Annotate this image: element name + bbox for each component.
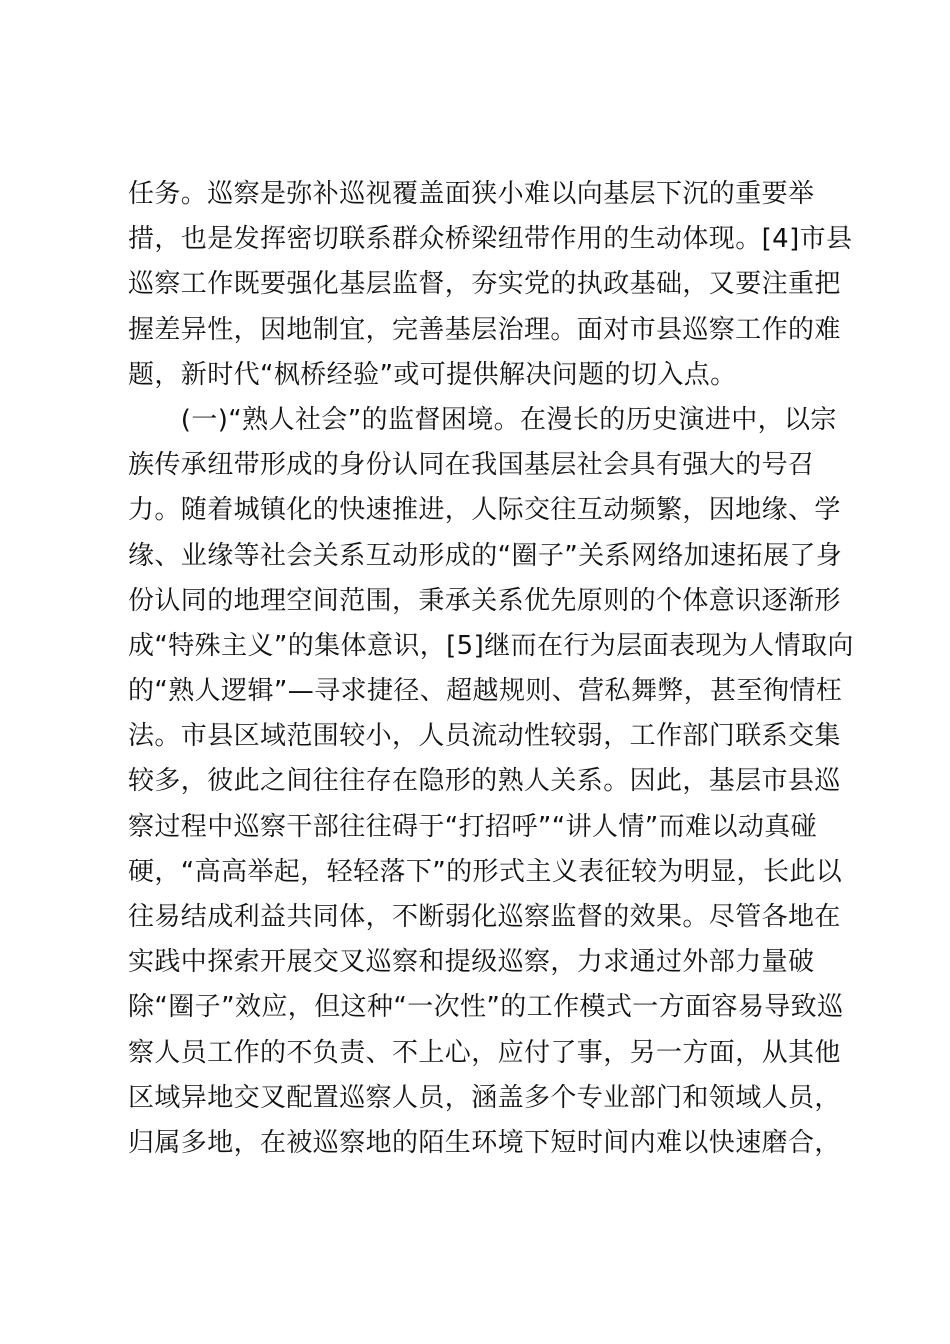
text-line: 份认同的地理空间范围，秉承关系优先原则的个体意识逐渐形 — [128, 585, 841, 616]
text-line: 题，新时代“枫桥经验”或可提供解决问题的切入点。 — [128, 359, 737, 390]
text-line: 察人员工作的不负责、不上心，应付了事，另一方面，从其他 — [128, 1037, 841, 1068]
body-text — [128, 172, 854, 1166]
text-line: 除“圈子”效应，但这种“一次性”的工作模式一方面容易导致巡 — [128, 992, 844, 1023]
paragraph-start-line: (一)“熟人社会”的监督困境。在漫长的历史演进中，以宗 — [128, 404, 837, 435]
text-line: 巡察工作既要强化基层监督，夯实党的执政基础，又要注重把 — [128, 269, 841, 300]
text-line: 成“特殊主义”的集体意识，[5]继而在行为层面表现为人情取向 — [128, 630, 854, 661]
text-line: 力。随着城镇化的快速推进，人际交往互动频繁，因地缘、学 — [128, 495, 841, 526]
text-line: 区域异地交叉配置巡察人员，涵盖多个专业部门和领域人员， — [128, 1082, 841, 1113]
text-line: 措，也是发挥密切联系群众桥梁纽带作用的生动体现。[4]市县 — [128, 224, 853, 255]
text-line: 的“熟人逻辑”—寻求捷径、超越规则、营私舞弊，甚至徇情枉 — [128, 676, 843, 707]
text-line: 法。市县区域范围较小，人员流动性较弱，工作部门联系交集 — [128, 721, 841, 752]
text-line: 较多，彼此之间往往存在隐形的熟人关系。因此，基层市县巡 — [128, 766, 841, 797]
text-line: 往易结成利益共同体，不断弱化巡察监督的效果。尽管各地在 — [128, 902, 841, 932]
text-line: 缘、业缘等社会关系互动形成的“圈子”关系网络加速拓展了身 — [128, 540, 843, 571]
text-line: 握差异性，因地制宜，完善基层治理。面对市县巡察工作的难 — [128, 314, 841, 345]
text-line: 硬，“高高举起，轻轻落下”的形式主义表征较为明显，长此以 — [128, 856, 843, 887]
text-line: 归属多地，在被巡察地的陌生环境下短时间内难以快速磨合， — [128, 1127, 841, 1158]
text-line: 实践中探索开展交叉巡察和提级巡察，力求通过外部力量破 — [128, 947, 815, 978]
text-line: 任务。巡察是弥补巡视覆盖面狭小难以向基层下沉的重要举 — [128, 179, 815, 209]
text-line: 察过程中巡察干部往往碍于“打招呼”“讲人情”而难以动真碰 — [128, 811, 818, 842]
text-line: 族传承纽带形成的身份认同在我国基层社会具有强大的号召 — [128, 450, 815, 481]
